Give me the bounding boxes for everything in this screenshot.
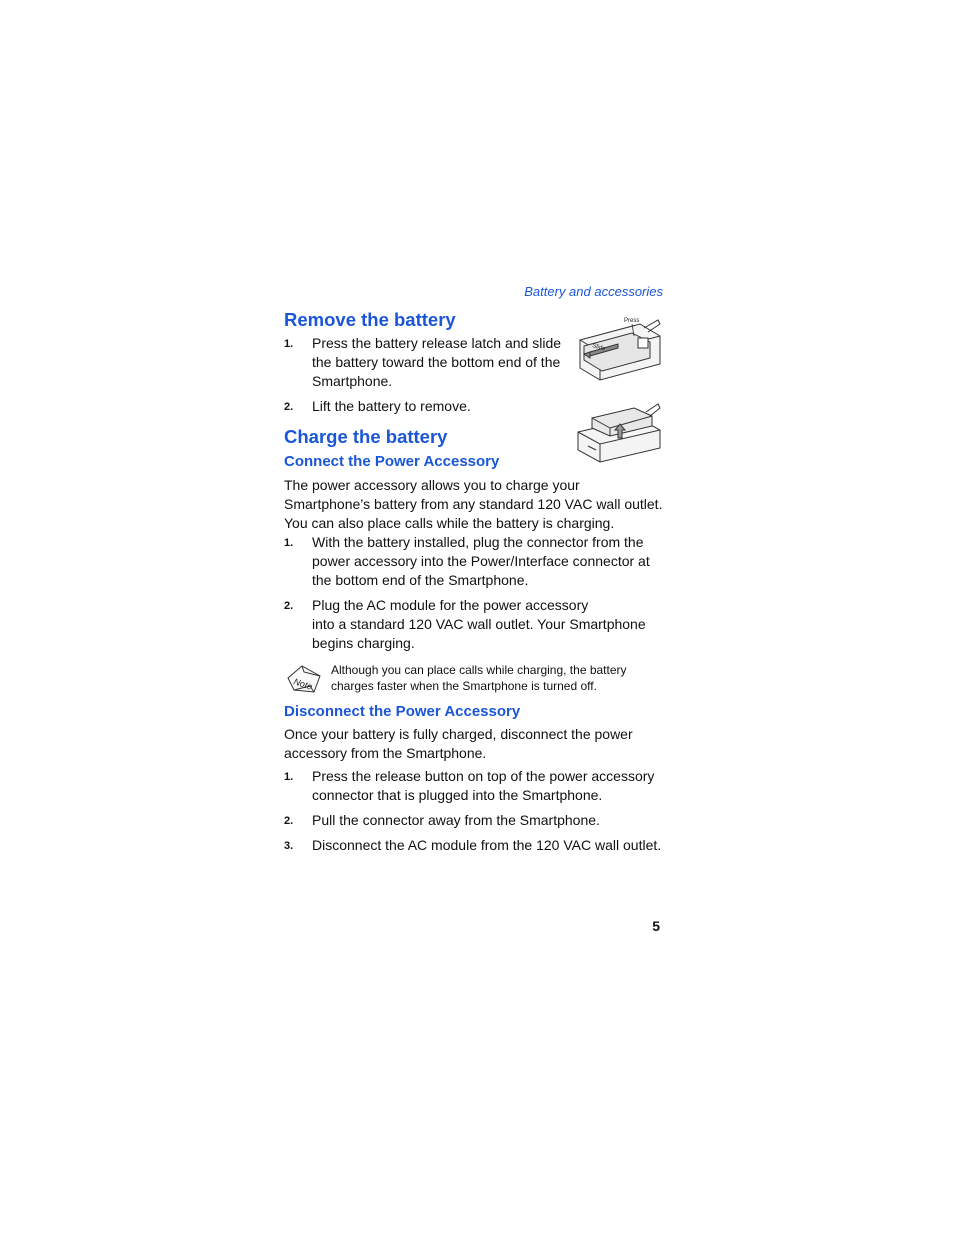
step-line: With the battery installed, plug the connector from the [312, 534, 644, 550]
paragraph-line: The power accessory allows you to charge your [284, 477, 580, 493]
running-header: Battery and accessories [524, 284, 663, 299]
subsection-title-disconnect: Disconnect the Power Accessory [284, 703, 521, 720]
section-title-charge-battery: Charge the battery [284, 426, 448, 447]
paragraph-line: Smartphone’s battery from any standard 120 VAC wall outlet. [284, 496, 663, 512]
subsection-title-connect: Connect the Power Accessory [284, 453, 500, 470]
remove-step-2 [284, 397, 574, 417]
note-line: Although you can place calls while charging, the battery [331, 663, 627, 677]
step-line: Press the release button on top of the power accessory [312, 768, 655, 784]
step-number: 2. [284, 815, 294, 827]
step-line: begins charging. [312, 635, 415, 651]
step-number: 1. [284, 338, 294, 350]
connect-step-1 [284, 533, 674, 593]
step-line: Plug the AC module for the power accessory [312, 597, 589, 613]
step-number: 3. [284, 840, 294, 852]
note-icon-label: Note [292, 676, 314, 692]
step-line: Lift the battery to remove. [312, 398, 471, 414]
paragraph-line: Once your battery is fully charged, disconnect the power [284, 726, 633, 742]
connect-intro-paragraph [284, 476, 674, 533]
battery-lift-illustration [574, 402, 666, 466]
disconnect-step-3 [284, 836, 684, 856]
page-number: 5 [652, 918, 660, 934]
step-line: Pull the connector away from the Smartphone. [312, 812, 600, 828]
paragraph-line: You can also place calls while the battery is charging. [284, 515, 615, 531]
battery-slide-illustration [574, 314, 666, 382]
note-text [331, 662, 671, 694]
disconnect-intro-paragraph [284, 725, 674, 763]
step-line: connector that is plugged into the Smartphone. [312, 787, 603, 803]
step-number: 2. [284, 600, 294, 612]
step-number: 1. [284, 771, 294, 783]
step-line: the bottom end of the Smartphone. [312, 572, 529, 588]
press-label: Press [624, 318, 640, 324]
step-line: Press the battery release latch and slide [312, 335, 562, 351]
step-line: the battery toward the bottom end of the [312, 354, 561, 370]
slide-label: Slide [591, 343, 606, 353]
disconnect-step-1 [284, 767, 674, 807]
remove-step-1 [284, 334, 574, 394]
step-number: 2. [284, 401, 294, 413]
step-line: Disconnect the AC module from the 120 VAC wall outlet. [312, 837, 662, 853]
note-line: charges faster when the Smartphone is turned off. [331, 679, 597, 693]
step-line: into a standard 120 VAC wall outlet. Your Smartphone [312, 616, 646, 632]
step-number: 1. [284, 537, 294, 549]
section-title-remove-battery: Remove the battery [284, 309, 456, 330]
connect-step-2 [284, 596, 674, 656]
step-line: power accessory into the Power/Interface connector at [312, 553, 650, 569]
disconnect-step-2 [284, 811, 674, 831]
step-line: Smartphone. [312, 373, 393, 389]
paragraph-line: accessory from the Smartphone. [284, 745, 487, 761]
note-icon [284, 662, 324, 696]
